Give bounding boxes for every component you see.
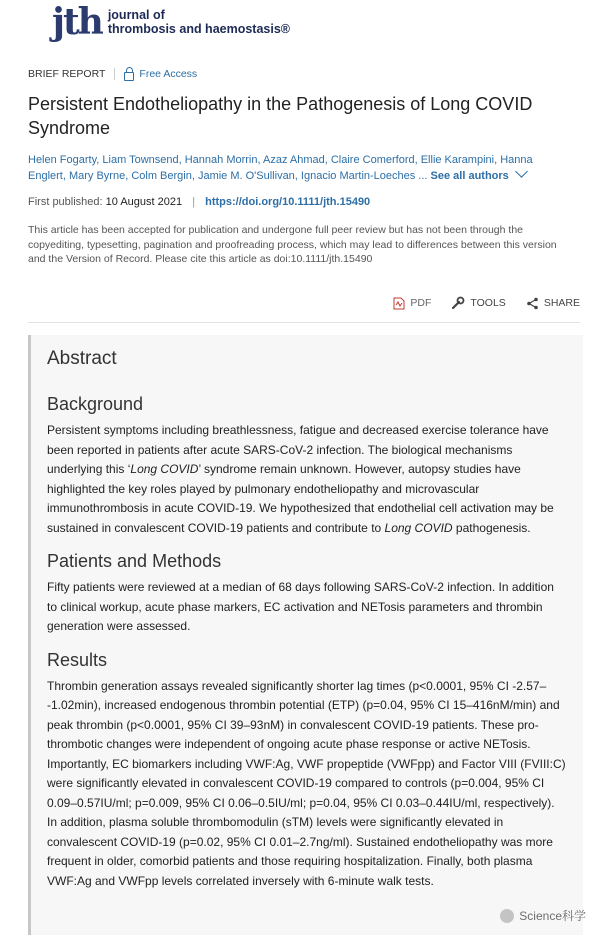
logo-text: [108, 8, 290, 36]
watermark: [500, 907, 586, 924]
abstract-panel: [28, 335, 583, 935]
watermark-icon: [500, 909, 514, 923]
methods-heading: Patients and Methods: [47, 551, 222, 571]
author-list: [28, 152, 573, 184]
tools-button[interactable]: [451, 296, 505, 310]
article-type: BRIEF REPORT: [28, 68, 106, 80]
background-italic-1: Long COVID: [130, 462, 199, 476]
article-meta-row: [28, 68, 197, 80]
background-italic-2: Long COVID: [384, 520, 453, 535]
article-tools: [373, 296, 580, 310]
pdf-label: PDF: [410, 297, 432, 309]
article-title: Persistent Endotheliopathy in the Pathogenesis of Long COVID Syndrome: [28, 94, 533, 138]
tools-label: TOOLS: [470, 297, 506, 309]
watermark-text: Science科学: [519, 909, 586, 923]
background-text: [47, 421, 567, 538]
logo-line2: thrombosis and haemostasis®: [107, 22, 290, 36]
pub-separator: |: [192, 196, 196, 208]
doi-link[interactable]: https://doi.org/10.1111/jth.15490: [205, 196, 371, 208]
authors-text[interactable]: Helen Fogarty, Liam Townsend, Hannah Morrin, Azaz Ahmad, Claire Comerford, Ellie Karampini, Hanna Englert, Mary Byrne, Colm Bergin, Jamie M. O'Sullivan, Ignacio Martin-Loeches ...: [28, 154, 533, 182]
results-heading: Results: [47, 649, 108, 670]
section-divider: [28, 322, 580, 323]
background-text-part1: Persistent symptoms including breathlessness, fatigue and decreased exercise tolerance have been reported in patients after acute SARS-CoV-2 infection. The biological mechanisms underlying this ‘: [47, 423, 549, 476]
share-icon: [526, 297, 539, 310]
free-access-badge: [124, 68, 197, 80]
open-lock-icon: [124, 72, 134, 81]
logo-line1: journal of: [107, 8, 165, 22]
meta-divider: [114, 68, 115, 80]
published-date: 10 August 2021: [105, 196, 183, 208]
abstract-heading: Abstract: [47, 348, 117, 369]
published-label: First published:: [28, 196, 103, 208]
pdf-button[interactable]: [393, 297, 431, 310]
pdf-icon: [393, 297, 405, 310]
journal-logo[interactable]: [52, 1, 290, 43]
results-text: Thrombin generation assays revealed significantly shorter lag times (p<0.0001, 95% CI -2.57– -1.02min), increased endogenous thrombin potential (ETP) (p=0.04, 95% CI 15–416nM/min) and peak thrombin (p<0.0001, 95% CI 39–93nM) in convalescent COVID-19 patients. These pro-thrombotic changes were independent of ongoing acute phase response or active NETosis. Importantly, EC biomarkers including VWF:Ag, VWF propeptide (VWFpp) and Factor VIII (FVIII:C) were significantly elevated in convalescent COVID-19 compared to controls (p=0.004, 95% CI 0.09–0.57IU/ml; p=0.009, 95% CI 0.06–0.5IU/ml; p=0.04, 95% CI 0.03–0.44IU/ml, respectively). In addition, plasma soluble thrombomodulin (sTM) levels were significantly elevated in convalescent COVID-19 (p=0.02, 95% CI 0.01–2.7ng/ml). Sustained endotheliopathy was more frequent in older, comorbid patients and those requiring hospitalization. Finally, both plasma VWF:Ag and VWFpp levels correlated inversely with 6-minute walk tests.: [47, 678, 566, 888]
wrench-icon: [451, 296, 465, 310]
share-label: SHARE: [543, 297, 580, 309]
background-heading: Background: [47, 394, 144, 414]
accepted-notice: This article has been accepted for publication and undergone full peer review but has not been through the copyediting, typesetting, pagination and proofreading process, which may lead to differences between this version and the Version of Record. Please cite this article as doi:10.1111/jth.15490: [28, 224, 557, 265]
chevron-down-icon[interactable]: [515, 165, 528, 178]
background-text-part3: pathogenesis.: [452, 520, 531, 535]
publication-info: [28, 196, 370, 208]
see-all-authors-link[interactable]: See all authors: [430, 170, 509, 182]
logo-mark: jth: [52, 1, 102, 43]
methods-text: Fifty patients were reviewed at a median of 68 days following SARS-CoV-2 infection. In addition to clinical workup, acute phase markers, EC activation and NETosis parameters and thrombin generation were assessed.: [47, 580, 554, 633]
share-button[interactable]: [526, 297, 580, 310]
background-text-part2: ’ syndrome remain unknown. However, autopsy studies have highlighted the key roles played by pulmonary endotheliopathy and microvascular immunothrombosis in acute COVID-19. We hypothesized that endothelial cell activation may be sustained in convalescent COVID-19 patients and contribute to: [47, 462, 554, 535]
free-access-label: Free Access: [139, 68, 198, 80]
